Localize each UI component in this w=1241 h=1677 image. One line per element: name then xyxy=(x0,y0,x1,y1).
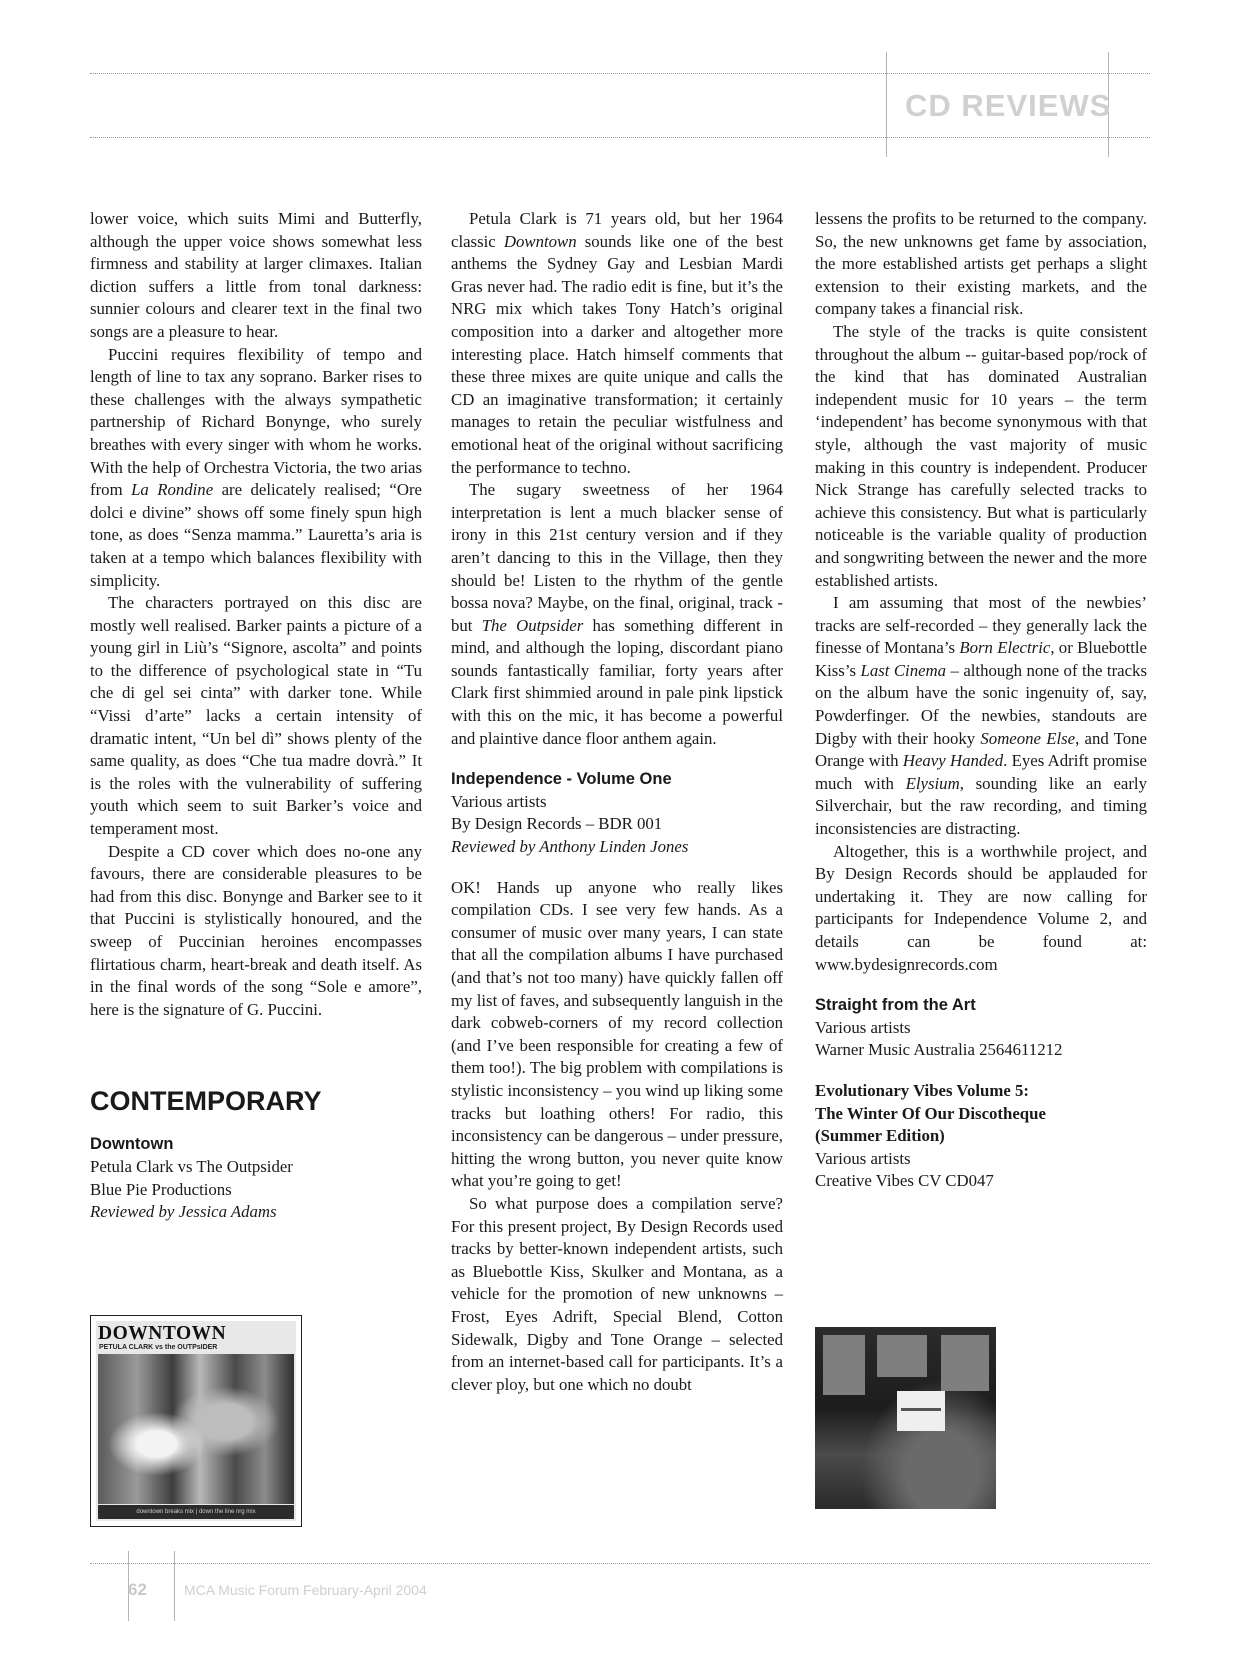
column-3 xyxy=(815,208,1147,1193)
paragraph: Altogether, this is a worthwhile project, and By Design Records should be applauded for undertaking it. They are now calling for participants for Independence Volume 2, and details can be found at: www.bydesignrecords.com xyxy=(815,841,1147,974)
review-label: By Design Records – BDR 001 xyxy=(451,814,663,834)
paragraph: The characters portrayed on this disc are mostly well realised. Barker paints a picture of a young girl in Liù’s “Signore, ascolta” and points to the difference of psychological state in “Tu che di gel sei cinta” with darker tone. While “Vissi d’arte” lacks a certain intensity of dramatic intent, “Un bel dì” shows plenty of the same quality, as does “Che tua madre dovrà.” It is the roles with the vulnerability of suffering youth which seem to suit Barker’s voice and temperament most. xyxy=(90,593,422,839)
cover-subtitle: PETULA CLARK vs the OUTPsIDER xyxy=(99,1344,218,1351)
paragraph: lower voice, which suits Mimi and Butterfly, although the upper voice shows somewhat less firmness and stability at larger climaxes. Italian diction suffers a little from tonal darkness: sunnier colours and clearer text in the final two songs are a pleasure to hear. xyxy=(90,209,422,341)
review-artist: Various artists xyxy=(815,1017,911,1037)
paragraph: OK! Hands up anyone who really likes compilation CDs. I see very few hands. As a consumer of music over many years, I can state that all the compilation albums I have purchased (and that’s not too many) have quickly fallen off my list of faves, and subsequently languish in the dark cobweb-corners of my record collection (and I’ve been responsible for creating a few of them too!). The big problem with compilations is stylistic inconsistency – you wind up liking some tracks but loathing others! For radio, this inconsistency can be dangerous – under pressure, hitting the wrong button, you never quite know what you’re going to get! xyxy=(451,877,783,1191)
paragraph: Petula Clark is 71 years old, but her 1964 classic Downtown sounds like one of the best anthems the Sydney Gay and Lesbian Mardi Gras never had. The radio edit is fine, but it’s the NRG mix which takes Tony Hatch’s original composition into a darker and altogether more interesting place. Hatch himself comments that these three mixes are quite unique and calls the CD an imaginative transformation; it certainly manages to retain the peculiar wistfulness and emotional heat of the original without sacrificing the performance to techno. xyxy=(451,209,783,477)
review-reviewer: Reviewed by Jessica Adams xyxy=(90,1202,277,1222)
review-title: Independence - Volume One xyxy=(451,770,672,789)
column-2 xyxy=(451,208,783,1396)
paragraph: The sugary sweetness of her 1964 interpretation is lent a much blacker sense of irony in this 21st century version and if they aren’t dancing to this in the Village, then they should be! Listen to the rhythm of the gentle bossa nova? Maybe, on the final, original, track - but The Outpsider has something different in mind, and although the loping, discordant piano sounds fantastically familiar, forty years after Clark first shimmied around in pale pink lipstick with this on the mic, it has become a powerful and plaintive dance floor anthem again. xyxy=(451,480,783,748)
column-1 xyxy=(90,208,422,1224)
header-rule-top xyxy=(90,73,1150,74)
paragraph: So what purpose does a compilation serve? For this present project, By Design Records used tracks by better-known independent artists, such as Bluebottle Kiss, Skulker and Montana, as a vehicle for the promotion of new unknowns – Frost, Eyes Adrift, Special Blend, Cotton Sidewalk, Digby and Tone Orange – selected from an internet-based call for participants. It’s a clever ploy, but one which no doubt xyxy=(451,1193,783,1394)
cover-strip: downtown breaks mix | down the line nrg mix xyxy=(98,1505,294,1519)
cover-title: DOWNTOWN xyxy=(98,1323,227,1344)
paragraph: The style of the tracks is quite consistent throughout the album -- guitar-based pop/rock of the kind that has dominated Australian independent music for 10 years – the term ‘independent’ has become synonymous with that style, although the vast majority of music making in this country is independent. Producer Nick Strange has carefully selected tracks to achieve this consistency. But what is particularly noticeable is the variable quality of production and songwriting between the newer and the more established artists. xyxy=(815,321,1147,590)
paragraph: Puccini requires flexibility of tempo and length of line to tax any soprano. Barker rises to these challenges with the always sympathetic partnership of Richard Bonynge, who surely breathes with every singer with whom he works. With the help of Orchestra Victoria, the two arias from La Rondine are delicately realised; “Ore dolci e divine” shows off some finely spun high tone, as does “Senza mamma.” Lauretta’s aria is taken at a tempo which balances flexibility with simplicity. xyxy=(90,344,423,590)
header-divider-left xyxy=(886,52,887,157)
footer-rule xyxy=(90,1563,1150,1564)
downtown-cover-image xyxy=(90,1315,302,1527)
publication-name: MCA Music Forum February-April 2004 xyxy=(184,1582,427,1598)
review-title: Straight from the Art xyxy=(815,996,976,1015)
paragraph: I am assuming that most of the newbies’ tracks are self-recorded – they generally lack the finesse of Montana’s Born Electric, or Bluebottle Kiss’s Last Cinema – although none of the tracks on the album have the sonic ingenuity of, say, Powderfinger. Of the newbies, standouts are Digby with their hooky Someone Else, and Tone Orange with Heavy Handed. Eyes Adrift promise much with Elysium, sounding like an early Silverchair, but the raw recording, and timing inconsistencies are distracting. xyxy=(815,593,1147,839)
contemporary-heading: CONTEMPORARY xyxy=(90,1086,322,1117)
review-label: Warner Music Australia 2564611212 xyxy=(815,1040,1063,1060)
header-rule-bottom xyxy=(90,137,1150,138)
section-title: CD REVIEWS xyxy=(905,88,1112,123)
review-label: Creative Vibes CV CD047 xyxy=(815,1171,994,1191)
cover-photo xyxy=(98,1354,294,1504)
evolutionary-vibes-cover-image xyxy=(815,1327,996,1509)
review-reviewer: Reviewed by Anthony Linden Jones xyxy=(451,837,689,857)
review-title: Downtown xyxy=(90,1135,174,1154)
review-title: (Summer Edition) xyxy=(815,1126,945,1146)
review-label: Blue Pie Productions xyxy=(90,1179,232,1199)
review-title: The Winter Of Our Discotheque xyxy=(815,1103,1046,1123)
paragraph: Despite a CD cover which does no-one any favours, there are considerable pleasures to be had from this disc. Bonynge and Barker see to it that Puccini is stylistically honoured, and the sweep of Puccinian heroines encompasses flirtatious charm, heart-break and death itself. As in the final words of the song “Sole e amore”, here is the signature of G. Puccini. xyxy=(90,841,422,1019)
review-artist: Various artists xyxy=(815,1148,911,1168)
cover-label xyxy=(897,1391,945,1431)
paragraph: lessens the profits to be returned to the company. So, the new unknowns get fame by association, the more established artists get perhaps a slight extension to their existing markets, and the company takes a financial risk. xyxy=(815,209,1147,319)
review-title: Evolutionary Vibes Volume 5: xyxy=(815,1080,1029,1100)
footer-divider-right xyxy=(174,1551,175,1621)
page-number: 62 xyxy=(128,1580,147,1599)
review-artist: Various artists xyxy=(451,791,547,811)
review-artist: Petula Clark vs The Outpsider xyxy=(90,1156,293,1176)
